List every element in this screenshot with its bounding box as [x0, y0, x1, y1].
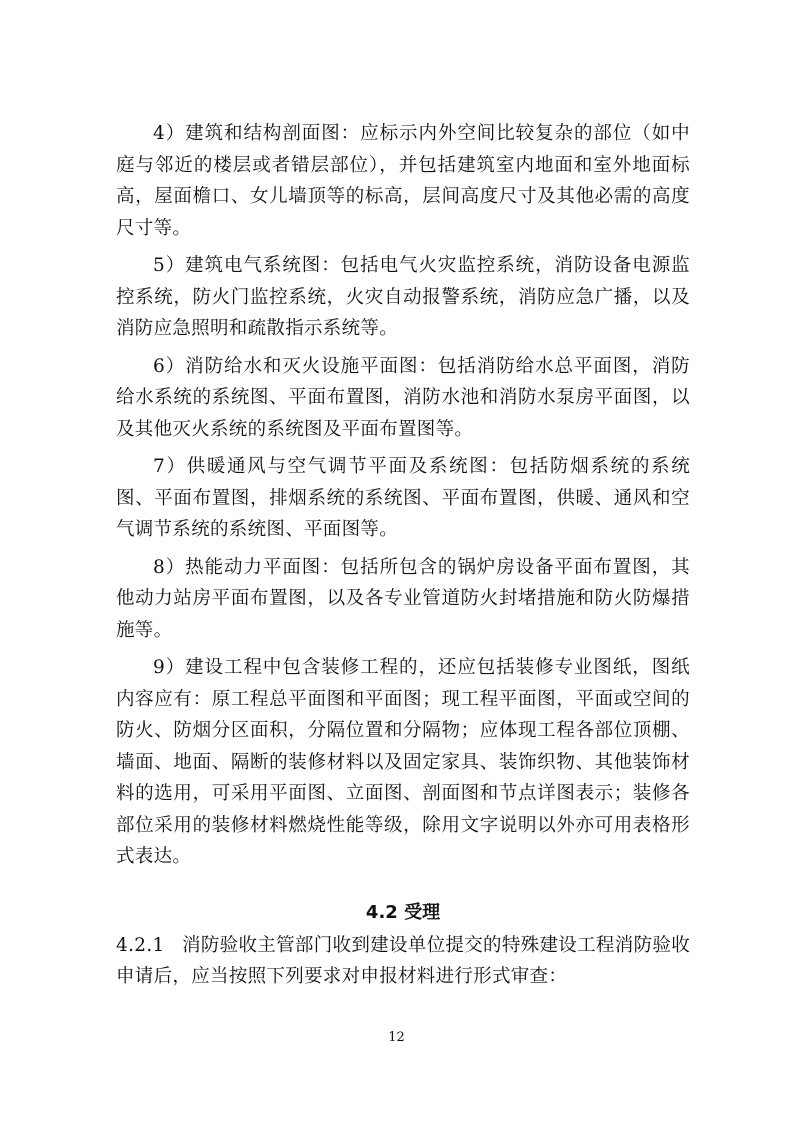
section-heading: 4.2 受理 [365, 901, 441, 923]
paragraph-thermal-power: 8）热能动力平面图：包括所包含的锅炉房设备平面布置图，其他动力站房平面布置图，以及各专业管道防火封堵措施和防火防爆措施等。 [116, 556, 690, 641]
paragraph-section-drawings: 4）建筑和结构剖面图：应标示内外空间比较复杂的部位（如中庭与邻近的楼层或者错层部位），并包括建筑室内地面和室外地面标高，屋面檐口、女儿墙顶等的标高，层间高度尺寸及其他必需的高度尺寸等。 [116, 123, 690, 239]
paragraph-electrical-system: 5）建筑电气系统图：包括电气火灾监控系统，消防设备电源监控系统，防火门监控系统，火灾自动报警系统，消防应急广播，以及消防应急照明和疏散指示系统等。 [116, 255, 690, 339]
page-number: 12 [388, 1030, 405, 1045]
paragraph-decoration-works: 9）建设工程中包含装修工程的，还应包括装修专业图纸，图纸内容应有：原工程总平面图和平面图；现工程平面图，平面或空间的防火、防烟分区面积，分隔位置和分隔物；应体现工程各部位顶棚、墙面、地面、隔断的装修材料以及固定家具、装饰织物、其他装饰材料的选用，可采用平面图、立面图、剖面图和节点详图表示；装修各部位采用的装修材料燃烧性能等级，除用文字说明以外亦可用表格形式表达。 [116, 657, 690, 867]
clause-4-2-1 [116, 930, 690, 993]
paragraph-fire-water-supply: 6）消防给水和灭火设施平面图：包括消防给水总平面图，消防给水系统的系统图、平面布置图，消防水池和消防水泵房平面图，以及其他灭火系统的系统图及平面布置图等。 [116, 355, 690, 440]
clause-text: 消防验收主管部门收到建设单位提交的特殊建设工程消防验收申请后，应当按照下列要求对申报材料进行形式审查： [116, 934, 690, 987]
document-body [116, 118, 690, 993]
clause-number: 4.2.1 [116, 934, 165, 956]
paragraph-hvac-system: 7）供暖通风与空气调节平面及系统图：包括防烟系统的系统图、平面布置图，排烟系统的系统图、平面布置图，供暖、通风和空气调节系统的系统图、平面图等。 [116, 456, 690, 540]
